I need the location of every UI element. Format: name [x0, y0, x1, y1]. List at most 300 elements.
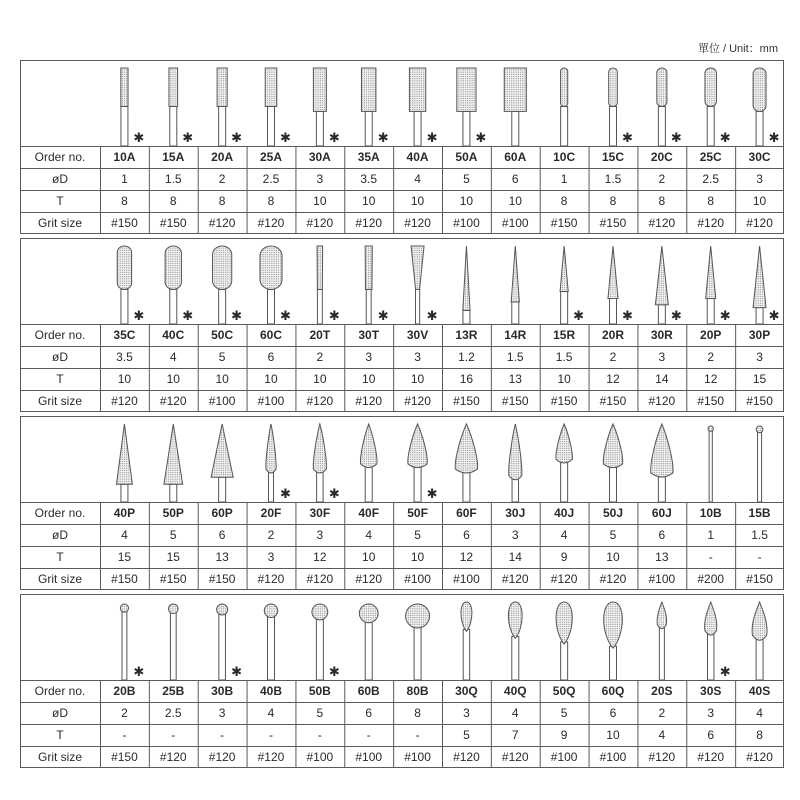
asterisk-icon: ✱: [328, 665, 340, 680]
asterisk-icon: ✱: [719, 309, 731, 324]
order-number: 60P: [211, 506, 233, 520]
shank: [316, 619, 323, 680]
cell-grit: #120: [306, 572, 334, 586]
cell-grit: #100: [648, 572, 676, 586]
row-label-order: Order no.: [34, 150, 86, 164]
cell-t: -: [708, 550, 713, 564]
order-number: 30Q: [455, 684, 478, 698]
cell-grit: #120: [648, 750, 676, 764]
order-number: 35C: [113, 328, 136, 342]
cell-t: 8: [169, 194, 177, 208]
asterisk-icon: ✱: [377, 131, 389, 146]
shank: [561, 461, 568, 503]
shank: [170, 289, 177, 324]
cell-grit: #100: [257, 394, 285, 408]
order-number: 50Q: [552, 684, 576, 698]
order-number: 20A: [211, 150, 234, 164]
cell-t: -: [415, 728, 420, 742]
asterisk-icon: ✱: [426, 131, 438, 146]
asterisk-icon: ✱: [328, 487, 340, 502]
asterisk-icon: ✱: [182, 131, 194, 146]
cell-d: 3.5: [360, 172, 378, 186]
tool-drawing-30a: [313, 68, 339, 146]
tool-drawing-25b: [168, 604, 178, 680]
cell-t: 8: [267, 194, 275, 208]
tool-drawing-40c: [165, 246, 193, 324]
asterisk-icon: ✱: [182, 309, 194, 324]
tool-drawing-20t: [317, 246, 340, 324]
cell-t: 9: [560, 728, 568, 742]
cell-grit: #200: [697, 572, 725, 586]
cell-grit: #120: [697, 750, 725, 764]
order-number: 10A: [113, 150, 136, 164]
order-number: 10B: [699, 506, 722, 520]
cell-t: 13: [508, 372, 522, 386]
order-number: 60B: [357, 684, 380, 698]
asterisk-icon: ✱: [622, 131, 633, 146]
cell-t: -: [317, 728, 322, 742]
shank: [122, 611, 127, 680]
tool-drawing-50q: [556, 602, 572, 680]
cell-grit: #100: [550, 750, 578, 764]
cell-t: 8: [560, 194, 568, 208]
order-number: 40F: [358, 506, 380, 520]
cell-t: 10: [215, 372, 229, 386]
cell-grit: #150: [111, 572, 138, 586]
tool-drawing-10c: [561, 68, 568, 146]
cell-d: 3: [707, 706, 715, 720]
order-number: 30J: [505, 506, 526, 520]
cell-grit: #120: [355, 572, 383, 586]
cell-d: 5: [463, 172, 470, 186]
row-label-d: øD: [52, 172, 68, 186]
cell-d: 3: [316, 172, 324, 186]
cell-d: 6: [658, 528, 666, 542]
order-number: 30P: [748, 328, 771, 342]
order-number: 20S: [651, 684, 673, 698]
shank: [707, 107, 714, 147]
cell-t: 10: [410, 550, 425, 564]
cell-d: 1.5: [555, 350, 573, 364]
asterisk-icon: ✱: [475, 131, 487, 146]
cell-grit: #100: [453, 572, 480, 586]
asterisk-icon: ✱: [377, 309, 389, 324]
cell-d: 2: [267, 528, 275, 542]
order-number: 30B: [211, 684, 234, 698]
shank: [512, 478, 518, 502]
cell-grit: #150: [746, 394, 773, 408]
order-number: 50F: [407, 506, 428, 520]
tool-drawing-30f: [313, 424, 339, 502]
cell-grit: #120: [404, 394, 431, 408]
shank: [365, 465, 372, 502]
asterisk-icon: ✱: [719, 131, 731, 146]
cell-t: 4: [658, 728, 666, 742]
cell-grit: #100: [355, 750, 383, 764]
order-number: 15B: [748, 506, 771, 520]
cell-d: 6: [463, 528, 470, 542]
cell-d: 8: [414, 706, 421, 720]
cell-t: 8: [121, 194, 128, 208]
shank: [365, 111, 372, 146]
cell-d: 1.5: [751, 528, 768, 542]
cell-grit: #100: [404, 750, 431, 764]
asterisk-icon: ✱: [670, 309, 682, 324]
order-number: 20F: [260, 506, 282, 520]
cell-t: -: [122, 728, 127, 742]
shank: [709, 430, 712, 502]
order-number: 30S: [700, 684, 722, 698]
tool-drawing-20f: [266, 424, 291, 502]
cell-d: 1.5: [506, 350, 524, 364]
order-number: 30T: [358, 328, 380, 342]
cell-t: 10: [264, 372, 278, 386]
asterisk-icon: ✱: [280, 487, 291, 502]
cell-d: 4: [121, 528, 128, 542]
cell-grit: #120: [257, 572, 285, 586]
asterisk-icon: ✱: [231, 665, 243, 680]
cell-d: 3: [316, 528, 324, 542]
shank: [658, 305, 665, 324]
tool-drawing-20c: [657, 68, 682, 146]
tool-drawing-40s: [752, 602, 767, 680]
cell-d: 1.5: [164, 172, 182, 186]
cell-t: 7: [511, 728, 519, 742]
shank: [561, 292, 568, 325]
cell-t: 16: [459, 372, 474, 386]
cell-t: 9: [560, 550, 568, 564]
cell-d: 6: [267, 350, 275, 364]
row-label-grit: Grit size: [37, 216, 82, 230]
cell-t: 10: [508, 194, 522, 208]
tool-drawing-25a: [265, 68, 291, 146]
tool-drawing-30t: [365, 246, 388, 324]
tool-drawing-35a: [362, 68, 389, 146]
tool-drawing-30p: [753, 246, 779, 324]
row-label-grit: Grit size: [37, 572, 82, 586]
cell-grit: #120: [159, 394, 187, 408]
cell-d: 5: [414, 528, 421, 542]
cell-t: 8: [218, 194, 226, 208]
order-number: 14R: [504, 328, 527, 342]
tool-drawing-60f: [455, 424, 477, 502]
order-number: 40B: [259, 684, 282, 698]
row-label-d: øD: [52, 706, 68, 720]
asterisk-icon: ✱: [573, 309, 585, 324]
cell-grit: #150: [550, 394, 578, 408]
order-number: 40C: [162, 328, 185, 342]
cell-d: 1: [121, 172, 128, 186]
tool-drawing-35c: [117, 246, 144, 324]
order-number: 15C: [601, 150, 624, 164]
tool-drawing-40q: [508, 602, 522, 680]
tool-drawing-50c: [213, 246, 243, 324]
shank: [463, 310, 470, 324]
order-number: 25C: [699, 150, 722, 164]
cell-t: -: [268, 728, 273, 742]
shank: [561, 642, 568, 680]
cell-grit: #120: [257, 750, 285, 764]
tool-drawing-40j: [556, 424, 573, 502]
tool-drawing-20b: [120, 604, 144, 680]
cell-t: -: [757, 550, 762, 564]
asterisk-icon: ✱: [426, 309, 438, 324]
row-label-grit: Grit size: [37, 394, 82, 408]
shank: [414, 111, 421, 146]
cell-grit: #120: [111, 394, 138, 408]
cell-t: 6: [707, 728, 715, 742]
shank: [659, 627, 664, 680]
row-label-order: Order no.: [34, 684, 86, 698]
cell-d: 4: [511, 706, 519, 720]
cell-grit: #150: [111, 216, 138, 230]
cell-d: 4: [756, 706, 763, 720]
row-label-t: T: [56, 372, 64, 386]
cell-t: 8: [756, 728, 763, 742]
tool-drawing-80b: [406, 604, 430, 680]
asterisk-icon: ✱: [280, 131, 291, 146]
cell-d: 4: [560, 528, 568, 542]
cell-grit: #120: [355, 394, 383, 408]
asterisk-icon: ✱: [328, 309, 340, 324]
cell-t: 10: [606, 728, 620, 742]
order-number: 40Q: [503, 684, 527, 698]
cell-d: 2: [316, 350, 324, 364]
row-label-t: T: [56, 194, 64, 208]
row-label-grit: Grit size: [37, 750, 82, 764]
cell-t: 8: [658, 194, 666, 208]
tool-drawing-60c: [260, 246, 291, 324]
cell-d: 3: [511, 528, 519, 542]
order-number: 15A: [162, 150, 185, 164]
order-number: 40S: [748, 684, 771, 698]
tool-drawing-60q: [604, 602, 623, 680]
shank: [610, 299, 617, 325]
order-number: 20P: [700, 328, 722, 342]
order-number: 60J: [651, 506, 672, 520]
shank: [316, 111, 323, 146]
cell-grit: #120: [306, 216, 334, 230]
asterisk-icon: ✱: [133, 131, 145, 146]
cell-t: 12: [313, 550, 327, 564]
cell-t: -: [171, 728, 176, 742]
tool-drawing-25c: [705, 68, 731, 146]
cell-d: 2: [707, 350, 715, 364]
order-number: 50C: [211, 328, 234, 342]
order-number: 30V: [406, 328, 429, 342]
order-number: 60Q: [601, 684, 625, 698]
tool-drawing-40f: [360, 424, 377, 502]
cell-d: 1.2: [458, 350, 475, 364]
cell-t: 10: [362, 372, 376, 386]
shank: [512, 111, 519, 146]
cell-t: 10: [166, 372, 180, 386]
tool-drawing-60a: [504, 68, 526, 146]
shank: [658, 107, 665, 147]
cell-grit: #150: [550, 216, 578, 230]
tool-drawing-60j: [651, 424, 673, 502]
tool-drawing-50p: [164, 424, 183, 502]
tool-drawing-40a: [409, 68, 437, 146]
cell-t: 13: [655, 550, 669, 564]
cell-t: 12: [606, 372, 620, 386]
shank: [463, 471, 470, 502]
cell-d: 3.5: [116, 350, 133, 364]
cell-d: 4: [267, 706, 275, 720]
shank: [707, 299, 714, 325]
cell-d: 3: [658, 350, 666, 364]
cell-grit: #150: [208, 572, 236, 586]
cell-d: 1.5: [604, 172, 622, 186]
shank: [170, 484, 177, 502]
shank: [317, 289, 322, 324]
cell-d: 6: [365, 706, 373, 720]
cell-t: 14: [655, 372, 669, 386]
order-number: 15R: [553, 328, 576, 342]
cell-t: -: [366, 728, 371, 742]
cell-t: 8: [707, 194, 715, 208]
cell-t: 10: [313, 194, 327, 208]
cell-d: 3: [756, 172, 763, 186]
cell-grit: #150: [697, 394, 725, 408]
shank: [268, 107, 275, 147]
shank: [268, 289, 275, 324]
cell-t: -: [220, 728, 225, 742]
shank: [610, 107, 617, 147]
cell-d: 2.5: [164, 706, 182, 720]
shank: [756, 111, 763, 146]
tool-drawing-15a: [169, 68, 193, 146]
asterisk-icon: ✱: [768, 131, 780, 146]
shank: [414, 465, 421, 502]
order-number: 80B: [406, 684, 429, 698]
shank: [317, 471, 323, 502]
shank: [658, 475, 665, 502]
cell-d: 3: [365, 350, 373, 364]
shank: [561, 107, 568, 147]
shank: [512, 636, 519, 680]
cell-d: 1: [707, 528, 715, 542]
order-number: 40P: [113, 506, 136, 520]
tool-drawing-20r: [608, 246, 633, 324]
shank: [170, 107, 177, 147]
order-number: 40J: [554, 506, 575, 520]
spec-table: [20, 60, 784, 790]
cell-grit: #120: [746, 216, 773, 230]
tool-drawing-30s: [705, 602, 731, 680]
order-number: 50B: [308, 684, 331, 698]
cell-d: 2.5: [702, 172, 720, 186]
cell-d: 5: [169, 528, 177, 542]
order-number: 20R: [601, 328, 624, 342]
cell-grit: #150: [159, 572, 187, 586]
shank: [414, 627, 421, 680]
order-number: 25B: [162, 684, 185, 698]
cell-d: 6: [609, 706, 617, 720]
cell-t: 15: [752, 372, 767, 386]
cell-d: 4: [365, 528, 373, 542]
asterisk-icon: ✱: [426, 487, 438, 502]
cell-grit: #120: [306, 394, 334, 408]
asterisk-icon: ✱: [231, 309, 243, 324]
order-number: 30A: [308, 150, 331, 164]
row-label-t: T: [56, 550, 64, 564]
order-number: 50A: [455, 150, 478, 164]
shank: [268, 471, 273, 502]
shank: [121, 484, 128, 502]
cell-grit: #120: [355, 216, 383, 230]
shank: [219, 289, 226, 324]
cell-t: 3: [267, 550, 275, 564]
order-number: 30F: [309, 506, 331, 520]
cell-grit: #100: [501, 216, 529, 230]
tool-drawing-30v: [411, 246, 437, 324]
cell-t: 10: [313, 372, 327, 386]
shank: [268, 616, 275, 680]
cell-grit: #120: [208, 750, 236, 764]
cell-grit: #120: [550, 572, 578, 586]
cell-grit: #150: [111, 750, 138, 764]
cell-grit: #120: [599, 572, 627, 586]
cell-d: 4: [414, 172, 421, 186]
cell-grit: #120: [501, 750, 529, 764]
tool-drawing-50j: [603, 424, 622, 502]
cell-d: 5: [316, 706, 324, 720]
row-label-order: Order no.: [34, 328, 86, 342]
cell-d: 5: [218, 350, 226, 364]
cell-grit: #150: [159, 216, 187, 230]
cell-d: 2.5: [262, 172, 280, 186]
cell-d: 2: [121, 706, 128, 720]
tool-drawing-13r: [463, 246, 470, 324]
cell-d: 5: [609, 528, 617, 542]
cell-d: 2: [609, 350, 617, 364]
cell-t: 12: [704, 372, 718, 386]
order-number: 20B: [113, 684, 136, 698]
cell-t: 10: [362, 550, 376, 564]
cell-grit: #150: [746, 572, 773, 586]
asterisk-icon: ✱: [280, 309, 291, 324]
cell-t: 10: [410, 194, 425, 208]
shank: [219, 107, 226, 147]
cell-t: 5: [463, 728, 470, 742]
shank: [170, 613, 176, 680]
cell-d: 5: [560, 706, 568, 720]
cell-grit: #100: [453, 216, 480, 230]
order-number: 20C: [650, 150, 673, 164]
cell-grit: #100: [306, 750, 334, 764]
cell-grit: #120: [453, 750, 480, 764]
shank: [610, 646, 617, 680]
order-number: 25A: [259, 150, 282, 164]
cell-t: 10: [459, 194, 474, 208]
cell-grit: #100: [599, 750, 627, 764]
order-number: 40A: [406, 150, 429, 164]
order-number: 30R: [650, 328, 673, 342]
cell-grit: #150: [599, 216, 627, 230]
cell-d: 2: [658, 172, 666, 186]
cell-d: 4: [169, 350, 177, 364]
tool-drawing-10b: [708, 426, 713, 502]
tool-drawing-60b: [359, 604, 378, 680]
cell-d: 3: [218, 706, 226, 720]
cell-d: 3: [756, 350, 763, 364]
cell-grit: #120: [746, 750, 773, 764]
order-number: 60A: [504, 150, 527, 164]
order-number: 50J: [602, 506, 623, 520]
cell-grit: #120: [501, 572, 529, 586]
order-number: 50P: [162, 506, 184, 520]
